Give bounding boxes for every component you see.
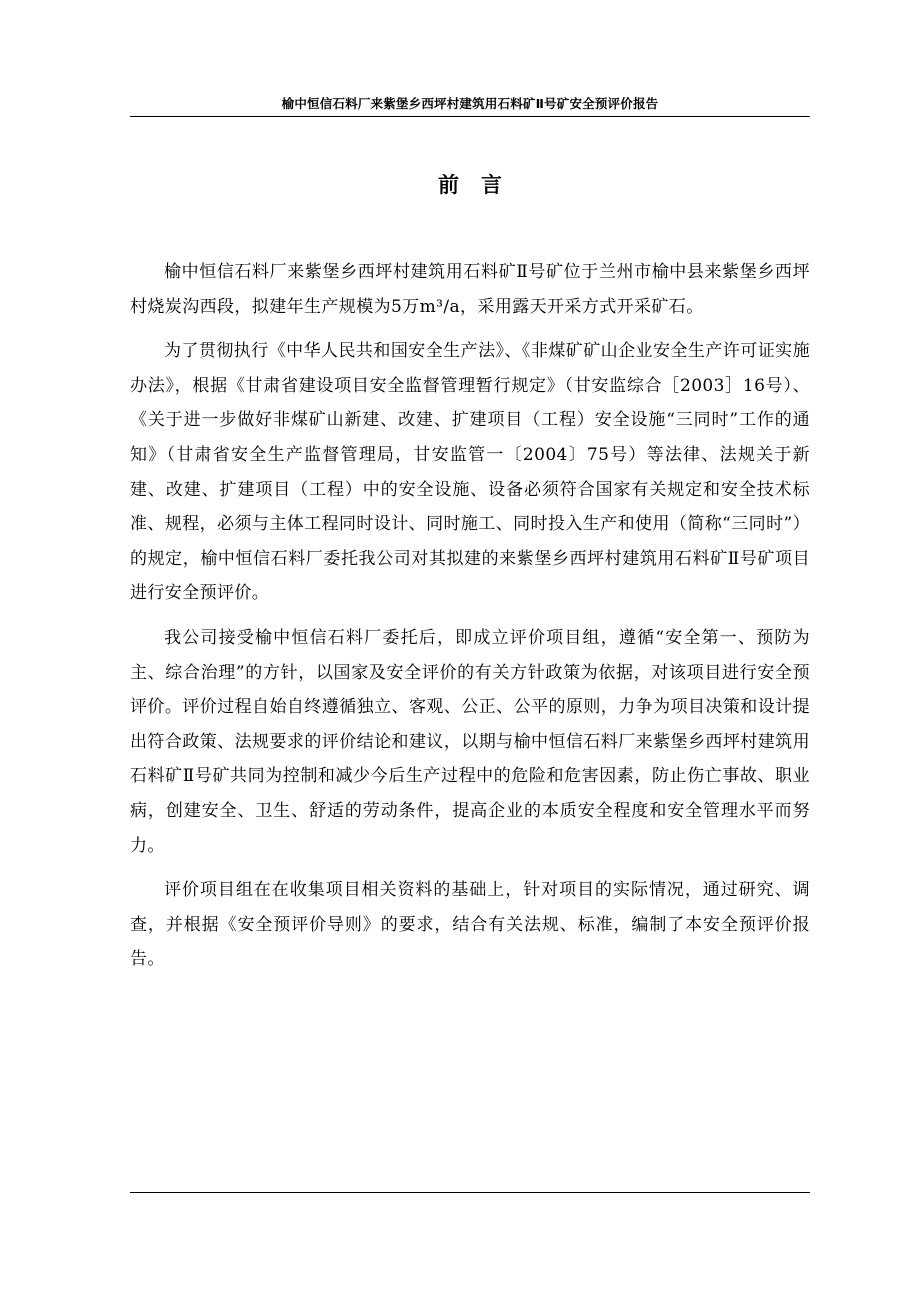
document-body xyxy=(130,255,810,987)
paragraph-legal-basis: 为了贯彻执行《中华人民共和国安全生产法》、《非煤矿矿山企业安全生产许可证实施办法》，根据《甘肃省建设项目安全监督管理暂行规定》（甘安监综合［2003］16号）、《关于进一步做好非煤矿山新建、改建、扩建项目（工程）安全设施“三同时”工作的通知》（甘肃省安全生产监督管理局，甘安监管一〔2004〕75号）等法律、法规关于新建、改建、扩建项目（工程）中的安全设施、设备必须符合国家有关规定和安全技术标准、规程，必须与主体工程同时设计、同时施工、同时投入生产和使用（简称“三同时”）的规定，榆中恒信石料厂委托我公司对其拟建的来紫堡乡西坪村建筑用石料矿Ⅱ号矿项目进行安全预评价。 xyxy=(130,341,810,604)
paragraph-report-compilation: 评价项目组在在收集项目相关资料的基础上，针对项目的实际情况，通过研究、调查，并根据《安全预评价导则》的要求，结合有关法规、标准，编制了本安全预评价报告。 xyxy=(130,880,810,970)
page-title: 前言 xyxy=(438,173,524,197)
running-header: 榆中恒信石料厂来紫堡乡西坪村建筑用石料矿Ⅱ号矿安全预评价报告 xyxy=(281,96,659,111)
paragraph-intro: 榆中恒信石料厂来紫堡乡西坪村建筑用石料矿Ⅱ号矿位于兰州市榆中县来紫堡乡西坪村烧炭沟西段，拟建年生产规模为5万m³/a，采用露天开采方式开采矿石。 xyxy=(130,262,810,317)
header-divider xyxy=(130,116,810,117)
footer-divider xyxy=(130,1192,810,1193)
paragraph-evaluation-principles: 我公司接受榆中恒信石料厂委托后，即成立评价项目组，遵循“安全第一、预防为主、综合治理”的方针，以国家及安全评价的有关方针政策为依据，对该项目进行安全预评价。评价过程自始自终遵循独立、客观、公正、公平的原则，力争为项目决策和设计提出符合政策、法规要求的评价结论和建议，以期与榆中恒信石料厂来紫堡乡西坪村建筑用石料矿Ⅱ号矿共同为控制和减少今后生产过程中的危险和危害因素，防止伤亡事故、职业病，创建安全、卫生、舒适的劳动条件，提高企业的本质安全程度和安全管理水平而努力。 xyxy=(130,627,810,856)
